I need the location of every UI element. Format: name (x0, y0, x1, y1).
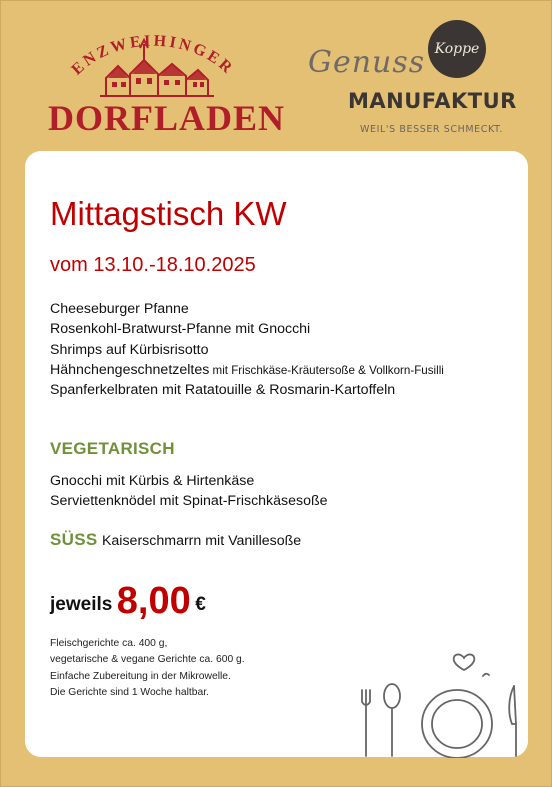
manufaktur-word: MANUFAKTUR (348, 89, 517, 113)
knife-icon (509, 686, 516, 756)
sweet-row (50, 530, 301, 550)
dorfladen-logo (48, 18, 286, 138)
slogan: WEIL'S BESSER SCHMECKT. (360, 124, 503, 135)
sweet-heading: SÜSS (50, 530, 98, 549)
spoon-icon (384, 684, 400, 756)
genuss-manufaktur-logo (302, 14, 517, 142)
dish-item: Hähnchengeschnetzeltes mit Frischkäse-Kräutersoße & Vollkorn-Fusilli (50, 362, 444, 378)
dish-item: Shrimps auf Kürbisrisotto (50, 342, 209, 358)
dorfladen-name: DORFLADEN (48, 98, 286, 138)
menu-dates: vom 13.10.-18.10.2025 (50, 254, 256, 276)
sweet-dish: Kaiserschmarrn mit Vanillesoße (101, 533, 302, 549)
note-line: Die Gerichte sind 1 Woche haltbar. (50, 687, 209, 698)
dish-item: Cheeseburger Pfanne (50, 301, 189, 317)
price-label: jeweils (50, 594, 113, 615)
note-line: Fleischgerichte ca. 400 g, (50, 638, 168, 649)
plate-icon (422, 690, 492, 758)
price-currency: € (195, 594, 206, 615)
heart-icon (454, 654, 475, 670)
dorfladen-arc-text: ENZWEIHINGER (68, 32, 238, 79)
cutlery-illustration (356, 640, 526, 758)
dish-item: Spanferkelbraten mit Ratatouille & Rosmarin-Kartoffeln (50, 382, 396, 398)
village-houses-icon (48, 18, 258, 106)
dish-item-extra: mit Frischkäse-Kräutersoße & Vollkorn-Fusilli (209, 364, 444, 377)
note-line: vegetarische & vegane Gerichte ca. 600 g. (50, 654, 245, 665)
menu-title: Mittagstisch KW (50, 195, 287, 232)
vegetarian-dish: Gnocchi mit Kürbis & Hirtenkäse (50, 473, 255, 489)
note-line: Einfache Zubereitung in der Mikrowelle. (50, 671, 231, 682)
genuss-script: Genuss (308, 45, 426, 80)
dish-item: Rosenkohl-Bratwurst-Pfanne mit Gnocchi (50, 321, 311, 337)
price-value: 8,00 (116, 580, 191, 622)
price-row (50, 580, 206, 623)
vegetarian-dish: Serviettenknödel mit Spinat-Frischkäsesoße (50, 493, 328, 509)
vegetarian-heading: VEGETARISCH (50, 439, 175, 458)
koppe-badge: Koppe (428, 20, 486, 78)
